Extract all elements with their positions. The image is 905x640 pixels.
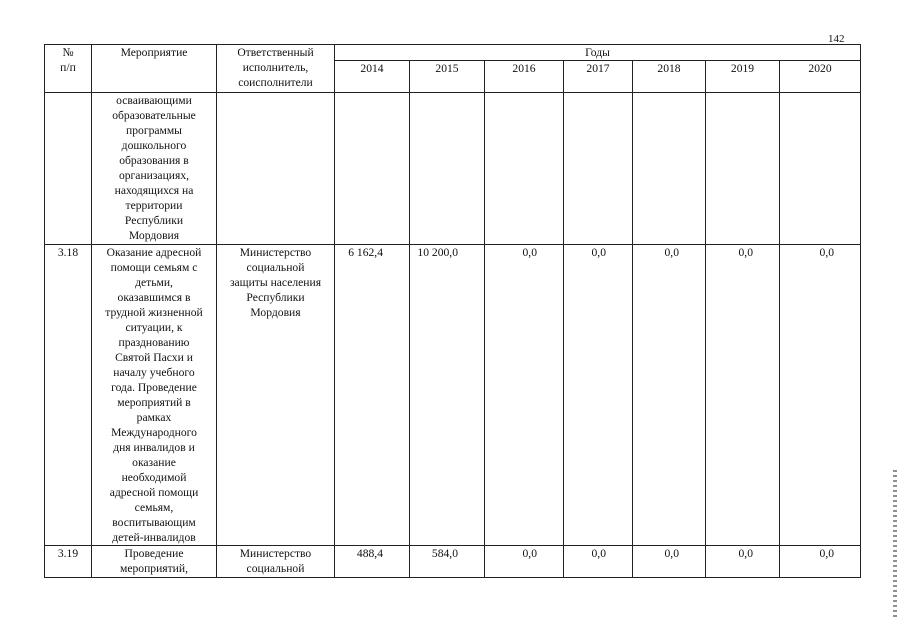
header-year-2016: 2016 [485, 61, 564, 93]
table-row [45, 93, 861, 245]
row-value-2015: 584,0 [410, 546, 485, 578]
row-value-2016: 0,0 [485, 245, 564, 546]
header-year-2019: 2019 [706, 61, 780, 93]
page-number: 142 [828, 33, 845, 45]
header-year-2020: 2020 [780, 61, 861, 93]
row-event: Оказание адресной помощи семьям с детьми, оказавшимся в трудной жизненной ситуации, к празднованию Святой Пасхи и началу учебного года. Проведение мероприятий в рамках Международного дня инвалидов и оказание необходимой адресной помощи семьям, воспитывающим детей-инвалидов [92, 245, 217, 546]
row-value-2019: 0,0 [706, 546, 780, 578]
row-value-2015 [410, 93, 485, 245]
row-value-2018: 0,0 [633, 245, 706, 546]
row-responsible [217, 93, 335, 245]
row-value-2018 [633, 93, 706, 245]
row-num: 3.18 [45, 245, 92, 546]
scan-edge-mark [893, 470, 897, 620]
header-years-title: Годы [335, 45, 861, 61]
row-value-2017: 0,0 [564, 546, 633, 578]
row-num: 3.19 [45, 546, 92, 578]
row-value-2019: 0,0 [706, 245, 780, 546]
row-event: осваивающими образовательные программы дошкольного образования в организациях, находящихся на территории Республики Мордовия [92, 93, 217, 245]
row-value-2016 [485, 93, 564, 245]
header-year-2015: 2015 [410, 61, 485, 93]
row-value-2019 [706, 93, 780, 245]
row-responsible: Министерство социальной защиты населения Республики Мордовия [217, 245, 335, 546]
row-responsible: Министерство социальной [217, 546, 335, 578]
row-value-2015: 10 200,0 [410, 245, 485, 546]
row-value-2020: 0,0 [780, 546, 861, 578]
table-row [45, 245, 861, 546]
row-value-2017 [564, 93, 633, 245]
row-value-2014: 6 162,4 [335, 245, 410, 546]
row-value-2020: 0,0 [780, 245, 861, 546]
row-value-2016: 0,0 [485, 546, 564, 578]
header-num: № п/п [45, 45, 92, 93]
table-row [45, 546, 861, 578]
row-value-2017: 0,0 [564, 245, 633, 546]
row-event: Проведение мероприятий, [92, 546, 217, 578]
header-year-2017: 2017 [564, 61, 633, 93]
budget-table [44, 44, 861, 578]
row-value-2018: 0,0 [633, 546, 706, 578]
row-num [45, 93, 92, 245]
header-year-2018: 2018 [633, 61, 706, 93]
row-value-2014 [335, 93, 410, 245]
row-value-2014: 488,4 [335, 546, 410, 578]
header-responsible: Ответственный исполнитель, соисполнители [217, 45, 335, 93]
header-event: Мероприятие [92, 45, 217, 93]
header-year-2014: 2014 [335, 61, 410, 93]
row-value-2020 [780, 93, 861, 245]
